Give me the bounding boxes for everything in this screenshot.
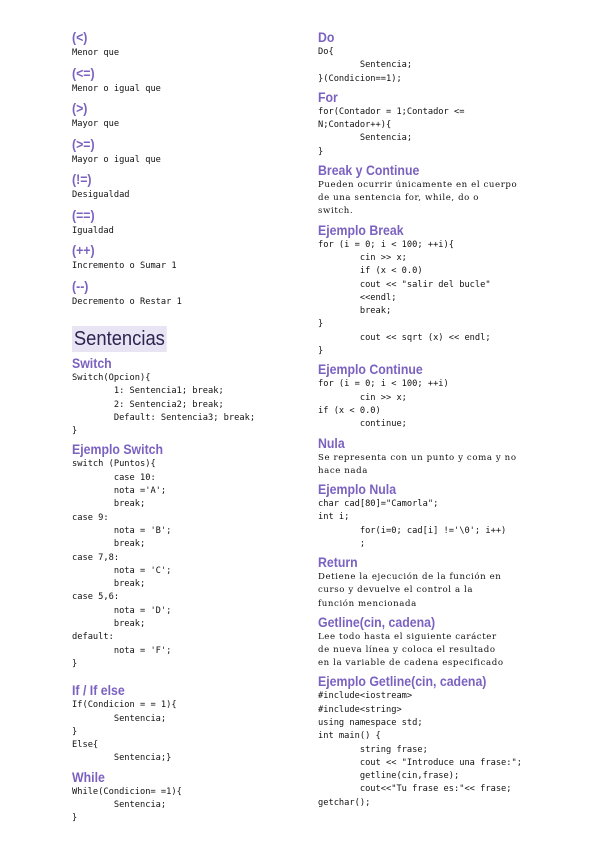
break-continue-text (318, 179, 538, 219)
operator-description: Mayor o igual que (72, 154, 161, 165)
code-line: for(Contador = 1;Contador <= (318, 106, 465, 117)
ejemplo-nula-code (318, 498, 538, 551)
ejemplo-continue-code (318, 378, 538, 431)
code-line: nota = 'C'; (72, 565, 172, 576)
operator-symbol: (--) (72, 277, 89, 294)
code-line: } (72, 658, 78, 669)
code-line: } (318, 346, 324, 357)
ejemplo-getline-heading: Ejemplo Getline(cin, cadena) (318, 673, 487, 690)
code-line: if (x < 0.0) (318, 405, 381, 416)
left-column (72, 28, 290, 826)
code-line: } (72, 726, 78, 737)
ejemplo-nula-heading: Ejemplo Nula (318, 480, 397, 497)
while-code (72, 786, 290, 826)
ejemplo-switch-heading: Ejemplo Switch (72, 441, 164, 458)
code-line: for (i = 0; i < 100; ++i) (318, 379, 449, 390)
code-line: cout<<"Tu frase es:"<< frase; (318, 784, 512, 795)
code-line: if (x < 0.0) (318, 266, 423, 277)
operator-symbol: (<=) (72, 64, 95, 81)
code-line: } (318, 146, 324, 157)
code-line: default: (72, 632, 114, 643)
code-line: } (318, 319, 324, 330)
for-heading: For (318, 88, 338, 105)
operator-list (72, 28, 290, 310)
code-line: ; (318, 538, 366, 549)
operator-description: Incremento o Sumar 1 (72, 261, 177, 271)
code-line: nota = 'F'; (72, 645, 172, 656)
code-line: } (72, 426, 78, 437)
code-line: int i; (318, 512, 350, 523)
operator-symbol: (==) (72, 206, 95, 223)
code-line: nota = 'B'; (72, 525, 172, 536)
code-line: cin >> x; (318, 252, 407, 263)
code-line: break; (72, 499, 146, 510)
nula-heading: Nula (318, 434, 345, 451)
text-line: switch. (318, 206, 354, 217)
ejemplo-switch-code (72, 458, 290, 671)
code-line: cout << sqrt (x) << endl; (318, 332, 491, 343)
code-line: case 10: (72, 472, 156, 483)
code-line: for (i = 0; i < 100; ++i){ (318, 239, 454, 250)
code-line: cin >> x; (318, 392, 407, 403)
code-line: #include<string> (318, 704, 402, 715)
code-line: 1: Sentencia1; break; (72, 386, 224, 397)
code-line: #include<iostream> (318, 691, 413, 702)
nula-text (318, 452, 538, 478)
switch-heading: Switch (72, 355, 112, 371)
code-line: Sentencia; (318, 60, 413, 71)
code-line: case 9: (72, 512, 109, 523)
ejemplo-break-heading: Ejemplo Break (318, 221, 404, 238)
code-line: getchar(); (318, 797, 371, 808)
ejemplo-getline-code (318, 690, 538, 810)
text-line: de una sentencia for, while, do o (318, 193, 480, 204)
code-line: cout << "salir del bucle" (318, 279, 491, 290)
operator-description: Menor o igual que (72, 83, 161, 94)
code-line: string frase; (318, 744, 428, 755)
break-continue-heading: Break y Continue (318, 162, 420, 179)
ejemplo-continue-heading: Ejemplo Continue (318, 361, 423, 378)
code-line: getline(cin,frase); (318, 771, 460, 782)
operator-symbol: (<) (72, 29, 88, 45)
code-line: }(Condicion==1); (318, 73, 402, 84)
code-line: break; (72, 579, 146, 590)
operator-description: Mayor que (72, 119, 120, 129)
code-line: case 5,6: (72, 592, 120, 603)
ejemplo-break-code (318, 239, 538, 359)
text-line: Detiene la ejecución de la función en (318, 572, 502, 583)
text-line: curso y devuelve el control a la (318, 585, 474, 596)
code-line: break; (72, 619, 146, 630)
code-line: N;Contador++){ (318, 120, 392, 131)
code-line: 2: Sentencia2; break; (72, 399, 224, 410)
code-line: Default: Sentencia3; break; (72, 412, 256, 423)
operator-symbol: (>=) (72, 135, 95, 152)
code-line: int main() { (318, 731, 381, 742)
code-line: switch (Puntos){ (72, 459, 156, 470)
operator-symbol: (++) (72, 242, 95, 258)
text-line: hace nada (318, 465, 368, 476)
return-heading: Return (318, 554, 358, 571)
code-line: Sentencia; (318, 133, 413, 144)
code-line: cout << "Introduce una frase:"; (318, 757, 522, 768)
text-line: en la variable de cadena especificado (318, 658, 504, 669)
right-column (318, 28, 538, 810)
operator-symbol: (!=) (72, 171, 92, 187)
sentencias-title: Sentencias (73, 328, 165, 350)
code-line: Sentencia;} (72, 753, 172, 764)
operator-description: Igualdad (72, 225, 114, 236)
code-line: using namespace std; (318, 717, 423, 728)
text-line: Lee todo hasta el siguiente carácter (318, 631, 497, 642)
for-code (318, 106, 538, 159)
return-text (318, 571, 538, 611)
code-line: If(Condicion = = 1){ (72, 700, 177, 711)
code-line: While(Condicion= =1){ (72, 786, 182, 797)
text-line: Pueden ocurrir únicamente en el cuerpo (318, 180, 518, 191)
switch-code (72, 372, 290, 438)
do-code (318, 46, 538, 86)
getline-heading: Getline(cin, cadena) (318, 613, 436, 630)
code-line: break; (318, 306, 392, 317)
code-line: nota ='A'; (72, 486, 167, 497)
getline-text (318, 631, 538, 671)
code-line: nota = 'D'; (72, 605, 172, 616)
code-line: char cad[80]="Camorla"; (318, 498, 439, 509)
ifelse-code (72, 699, 290, 765)
operator-symbol: (>) (72, 100, 88, 116)
do-heading: Do (318, 29, 335, 45)
operator-description: Desigualdad (72, 190, 130, 200)
ifelse-heading: If / If else (72, 682, 125, 699)
code-line: } (72, 813, 78, 824)
code-line: <<endl; (318, 292, 397, 303)
text-line: de nueva línea y coloca el resultado (318, 644, 496, 655)
code-line: Sentencia; (72, 800, 167, 811)
text-line: función mencionada (318, 598, 417, 609)
code-line: Do{ (318, 47, 334, 57)
code-line: continue; (318, 419, 407, 430)
code-line: Switch(Opcion){ (72, 373, 151, 383)
code-line: Else{ (72, 740, 99, 751)
while-heading: While (72, 768, 105, 785)
code-line: case 7,8: (72, 552, 120, 563)
text-line: Se representa con un punto y coma y no (318, 452, 517, 463)
operator-description: Menor que (72, 48, 120, 58)
code-line: break; (72, 539, 146, 550)
operator-description: Decremento o Restar 1 (72, 296, 182, 307)
code-line: for(i=0; cad[i] !='\0'; i++) (318, 525, 507, 536)
code-line: Sentencia; (72, 713, 167, 724)
